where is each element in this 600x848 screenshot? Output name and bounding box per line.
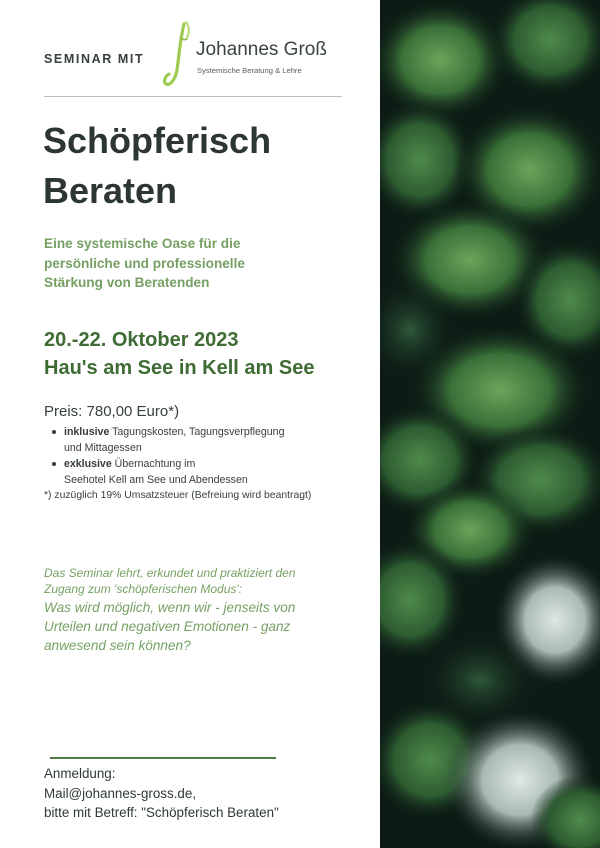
footer-divider <box>50 757 276 759</box>
title-line: Beraten <box>43 170 178 211</box>
event-venue: Hau's am See in Kell am See <box>44 357 315 379</box>
intro-line: Zugang zum 'schöpferischen Modus': <box>44 581 243 596</box>
price-details-list <box>48 424 348 488</box>
logo-icon <box>160 18 196 92</box>
excluded-label: exklusive <box>64 458 112 470</box>
registration-subject: bitte mit Betreff: "Schöpferisch Beraten" <box>44 805 279 820</box>
price: Preis: 780,00 Euro*) <box>44 403 180 420</box>
registration-block <box>44 764 279 823</box>
list-item <box>48 424 348 456</box>
brand-subtitle: Systemische Beratung & Lehre <box>197 66 302 75</box>
seminar-mit-label: SEMINAR MIT <box>44 52 145 66</box>
description-question <box>44 598 354 655</box>
forest-image <box>380 0 600 848</box>
title-line: Schöpferisch <box>43 120 272 161</box>
event-date: 20.-22. Oktober 2023 <box>44 329 239 351</box>
subtitle-line: persönliche und professionelle <box>44 255 245 271</box>
excluded-text-cont: Seehotel Kell am See und Abendessen <box>64 474 248 486</box>
tax-note: *) zuzüglich 19% Umsatzsteuer (Befreiung wird beantragt) <box>44 490 312 501</box>
intro-line: Das Seminar lehrt, erkundet und praktiziert den <box>44 566 296 580</box>
question-line: Was wird möglich, wenn wir - jenseits von <box>44 600 296 615</box>
description-intro <box>44 566 344 597</box>
header-divider <box>44 96 342 97</box>
forest-photo <box>380 0 600 848</box>
registration-email[interactable]: Mail@johannes-gross.de, <box>44 785 197 801</box>
subtitle-line: Eine systemische Oase für die <box>44 236 241 251</box>
subtitle-line: Stärkung von Beratenden <box>44 275 210 290</box>
brand-name: Johannes Groß <box>196 39 327 60</box>
list-item <box>48 456 348 488</box>
excluded-text: Übernachtung im <box>111 458 196 470</box>
included-label: inklusive <box>64 426 110 438</box>
question-line: Urteilen und negativen Emotionen - ganz <box>44 619 291 634</box>
included-text: Tagungskosten, Tagungsverpflegung <box>109 426 285 438</box>
question-line: anwesend sein können? <box>44 638 191 653</box>
registration-label: Anmeldung: <box>44 766 116 781</box>
page-title <box>43 116 271 216</box>
subtitle <box>44 234 344 293</box>
included-text-cont: und Mittagessen <box>64 442 142 454</box>
